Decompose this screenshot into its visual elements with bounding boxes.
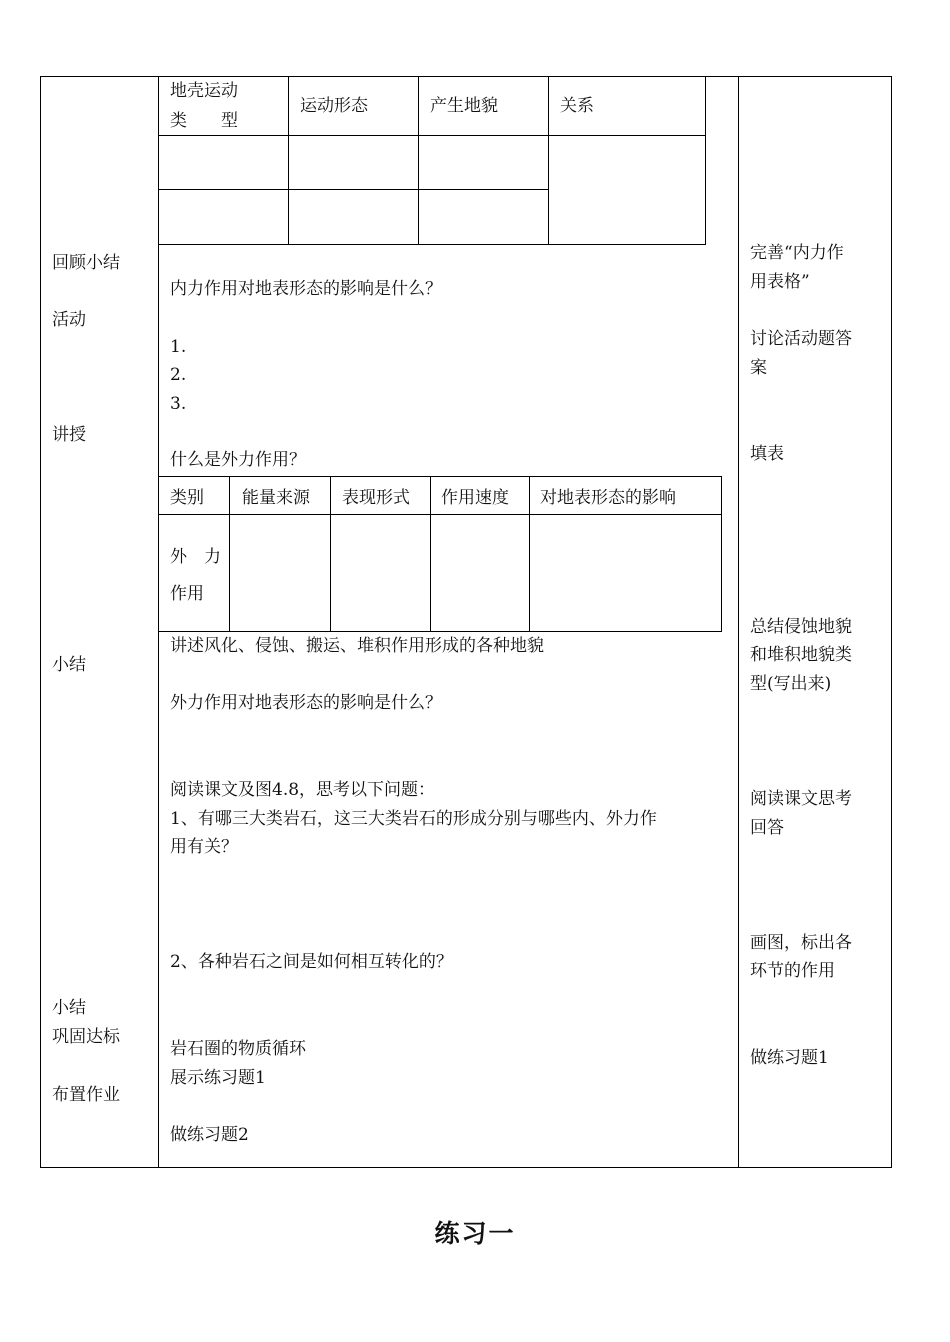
note-exercise-1: 做练习题1 <box>750 1048 829 1068</box>
table2-header-energy: 能量来源 <box>242 488 310 508</box>
table1-header-type-line2: 类 型 <box>170 111 238 131</box>
note-complete-table-line1: 完善“内力作 <box>750 243 844 263</box>
question-external-effect: 外力作用对地表形态的影响是什么？ <box>170 693 442 713</box>
table2-row-label-line1: 外 力 <box>170 547 221 567</box>
table2-row-label-line2: 作用 <box>170 584 204 604</box>
label-homework: 布置作业 <box>52 1085 120 1105</box>
label-summary: 小结 <box>52 655 86 675</box>
answer-item-1: 1. <box>170 337 187 357</box>
answer-item-2: 2. <box>170 365 187 385</box>
note-summarize-line3: 型(写出来) <box>750 674 832 694</box>
outer-bottom-border <box>40 1167 892 1168</box>
label-consolidate: 巩固达标 <box>52 1027 120 1047</box>
describe-landforms: 讲述风化、侵蚀、搬运、堆积作用形成的各种地貌 <box>170 636 544 656</box>
table1-header-relation: 关系 <box>560 96 594 116</box>
note-summarize-line1: 总结侵蚀地貌 <box>750 617 852 637</box>
left-column-divider <box>158 76 159 1168</box>
label-activity: 活动 <box>52 310 86 330</box>
do-exercise-2: 做练习题2 <box>170 1125 249 1145</box>
rock-cycle-label: 岩石圈的物质循环 <box>170 1039 306 1059</box>
question-external-definition: 什么是外力作用？ <box>170 450 306 470</box>
note-fill-table: 填表 <box>750 444 784 464</box>
note-discuss-line1: 讨论活动题答 <box>750 329 852 349</box>
table1-header-type-line1: 地壳运动 <box>170 81 238 101</box>
note-draw-line1: 画图，标出各 <box>750 933 852 953</box>
table2-header-effect: 对地表形态的影响 <box>540 488 676 508</box>
table1-header-motion: 运动形态 <box>300 96 368 116</box>
note-complete-table-line2: 用表格” <box>750 272 810 292</box>
table2-header-category: 类别 <box>170 488 204 508</box>
table2-header-speed: 作用速度 <box>441 488 509 508</box>
answer-item-3: 3. <box>170 394 187 414</box>
exercise-title: 练习一 <box>434 1219 516 1248</box>
outer-right-border <box>891 76 892 1168</box>
show-exercise-1: 展示练习题1 <box>170 1068 266 1088</box>
note-summarize-line2: 和堆积地貌类 <box>750 645 852 665</box>
note-discuss-line2: 案 <box>750 358 767 378</box>
table2-header-form: 表现形式 <box>342 488 410 508</box>
note-read-line1: 阅读课文思考 <box>750 789 852 809</box>
label-review: 回顾小结 <box>52 253 120 273</box>
label-lecture: 讲授 <box>52 425 86 445</box>
outer-top-border <box>40 76 892 77</box>
right-column-divider <box>738 76 739 1168</box>
question-2: 2、各种岩石之间是如何相互转化的？ <box>170 952 453 972</box>
question-1-line1: 1、有哪三大类岩石，这三大类岩石的形成分别与哪些内、外力作 <box>170 809 657 829</box>
question-internal-force: 内力作用对地表形态的影响是什么？ <box>170 279 442 299</box>
label-summary-2: 小结 <box>52 998 86 1018</box>
note-read-line2: 回答 <box>750 818 784 838</box>
outer-left-border <box>40 76 41 1168</box>
question-1-line2: 用有关？ <box>170 837 238 857</box>
table1-header-landform: 产生地貌 <box>430 96 498 116</box>
note-draw-line2: 环节的作用 <box>750 961 835 981</box>
reading-instruction: 阅读课文及图4.8，思考以下问题： <box>170 780 436 800</box>
